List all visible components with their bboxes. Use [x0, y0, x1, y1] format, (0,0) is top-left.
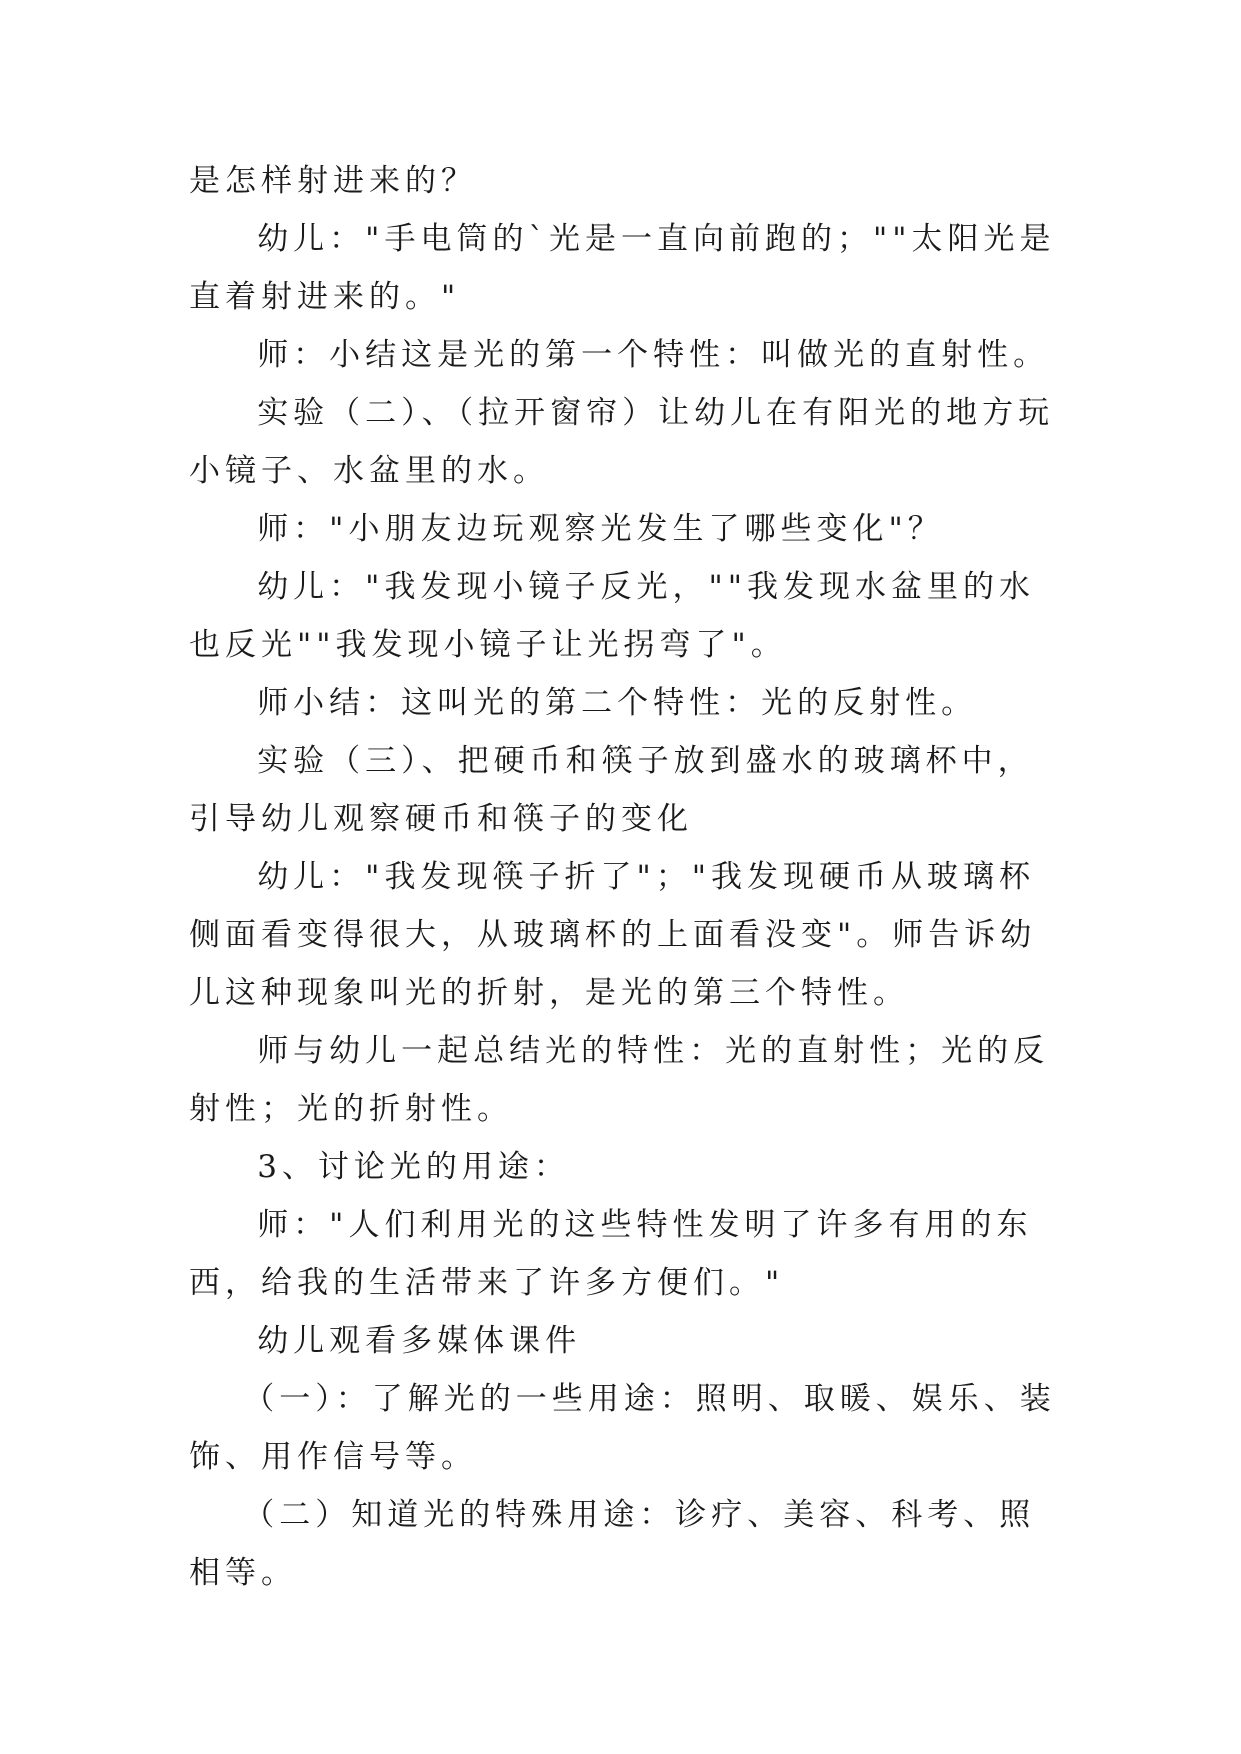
- paragraph: 是怎样射进来的？: [189, 163, 477, 199]
- list-item: （二）知道光的特殊用途：诊疗、美容、科考、照相等。: [189, 1497, 1036, 1591]
- document-body: [189, 152, 1059, 1602]
- paragraph: 幼儿："我发现筷子折了"；"我发现硬币从玻璃杯侧面看变得很大，从玻璃杯的上面看没变"。师告诉幼儿这种现象叫光的折射，是光的第三个特性。: [189, 859, 1037, 1011]
- paragraph: 实验（三）、把硬币和筷子放到盛水的玻璃杯中，引导幼儿观察硬币和筷子的变化: [189, 743, 1034, 837]
- paragraph: 师：小结这是光的第一个特性：叫做光的直射性。: [257, 337, 1050, 373]
- list-item: （一）：了解光的一些用途：照明、取暖、娱乐、装饰、用作信号等。: [189, 1381, 1056, 1475]
- paragraph: 幼儿："我发现小镜子反光，""我发现水盆里的水也反光""我发现小镜子让光拐弯了"。: [189, 569, 1035, 663]
- paragraph: 师："小朋友边玩观察光发生了哪些变化"？: [257, 511, 944, 547]
- paragraph: 幼儿观看多媒体课件: [257, 1323, 582, 1359]
- paragraph: 师小结：这叫光的第二个特性：光的反射性。: [257, 685, 978, 721]
- paragraph: 师与幼儿一起总结光的特性：光的直射性；光的反射性；光的折射性。: [189, 1033, 1050, 1127]
- paragraph: 师："人们利用光的这些特性发明了许多有用的东西，给我的生活带来了许多方便们。": [189, 1207, 1033, 1301]
- paragraph: 实验（二）、（拉开窗帘）让幼儿在有阳光的地方玩小镜子、水盆里的水。: [189, 395, 1055, 489]
- section-heading: 3、讨论光的用途：: [257, 1149, 570, 1185]
- paragraph: 幼儿："手电筒的`光是一直向前跑的；""太阳光是直着射进来的。": [189, 221, 1056, 315]
